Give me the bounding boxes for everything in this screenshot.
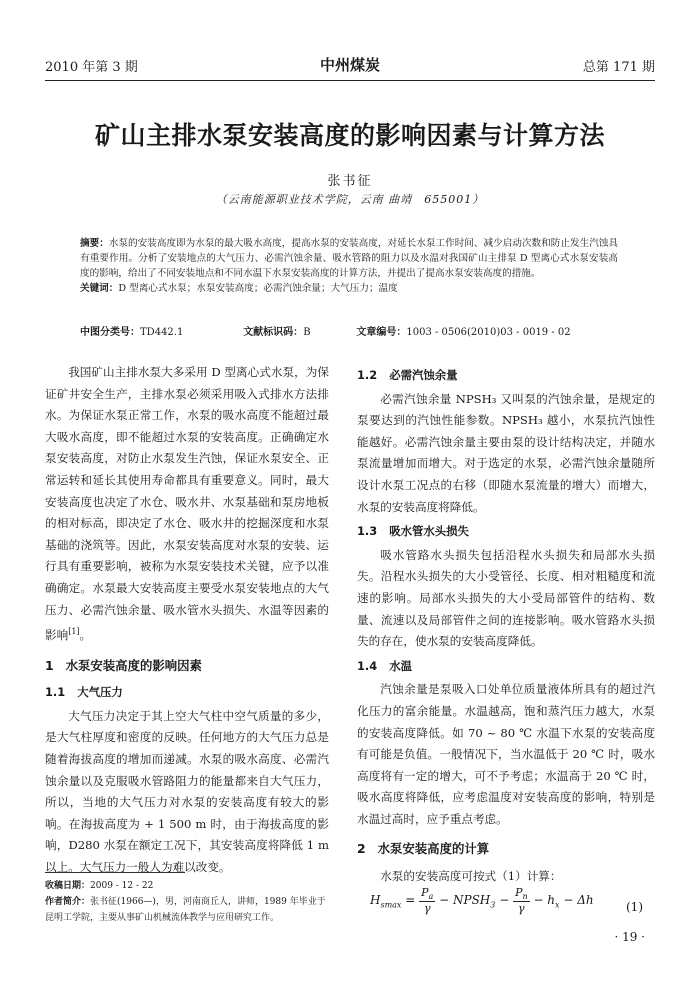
doc-code-value: B [303, 327, 311, 338]
article-no-value: 1003 - 0506(2010)03 - 0019 - 02 [406, 327, 571, 338]
keywords [80, 281, 618, 296]
numerator-sub: a [428, 892, 434, 902]
abstract-block [80, 236, 618, 296]
fraction-denominator: γ [518, 902, 525, 916]
left-column [45, 362, 329, 879]
serial-label: 总第 171 期 [582, 60, 655, 75]
formula-lhs-sub: smax [380, 900, 402, 910]
doc-code [243, 323, 353, 338]
section-number: 1.4 [357, 658, 378, 673]
section-title: 水温 [389, 658, 412, 673]
section-2-heading [357, 838, 655, 860]
received-date [45, 878, 329, 894]
fraction-numerator: P [421, 886, 429, 899]
numerator-sub: n [522, 892, 528, 902]
formula-minus: − [495, 893, 514, 908]
classification-row [80, 323, 618, 338]
section-1-2-heading [357, 365, 655, 387]
keywords-label: 关键词： [80, 283, 119, 294]
received-value: 2009 - 12 - 22 [90, 881, 154, 891]
abstract-text [80, 236, 618, 281]
author-bio [45, 894, 329, 926]
fraction-denominator: γ [423, 902, 431, 916]
journal-name: 中州煤炭 [319, 56, 380, 74]
equation-1 [370, 886, 655, 930]
equation-number: (1) [626, 900, 643, 914]
doc-code-label: 文献标识码： [243, 327, 304, 338]
author-affiliation: （云南能源职业技术学院，云南 曲靖 655001） [215, 193, 485, 206]
formula-hx-sub: x [555, 900, 560, 910]
section-title: 大气压力 [77, 685, 123, 700]
issue-label: 2010 年第 3 期 [45, 60, 138, 75]
formula-npsh-sub: 3 [490, 900, 496, 910]
article-no-label: 文章编号： [356, 327, 407, 338]
section-1-4-heading [357, 656, 655, 678]
clc-value: TD442.1 [140, 327, 184, 338]
running-header [45, 54, 655, 81]
formula-equals: = [401, 893, 420, 908]
footnote-divider [45, 872, 185, 873]
fraction-pn [513, 886, 530, 915]
section-title: 必需汽蚀余量 [389, 368, 458, 382]
fraction-pa [419, 886, 435, 915]
intro-text: 我国矿山主排水泵大多采用 D 型离心式水泵，为保证矿井安全生产，主排水泵必须采用吸入式排水方法排水。为保证水泵正常工作，水泵的吸水高度不能超过最大吸水高度，即不能超过水泵的安装高度。正确确定水泵安装高度，对防止水泵发生汽蚀，保证水泵安全、正常运转和延长其使用寿命都具有重要意义。同时，最大安装高度也决定了水仓、吸水井、水泵基础和泵房地板的相对标高，即决定了水仓、吸水井的挖掘深度和水泵基础的浇筑等。因此，水泵安装高度对水泵的安装、运行具有重要影响，被称为水泵安装技术关键，应予以准确确定。水泵最大安装高度主要受水泵安装地点的大气压力、必需汽蚀余量、吸水管水头损失、水温等因素的影响 [45, 365, 329, 642]
section-number: 2 [357, 841, 366, 857]
formula-npsh: − NPSH [435, 893, 491, 908]
section-1-3-heading [357, 521, 655, 543]
section-number: 1.1 [45, 685, 66, 700]
right-column [357, 362, 655, 888]
section-title: 水泵安装高度的影响因素 [65, 657, 202, 673]
abstract-body: 水泵的安装高度即为水泵的最大吸水高度，提高水泵的安装高度，对延长水泵工作时间、减少启动次数和防止发生汽蚀具有重要作用。分析了安装地点的大气压力、必需汽蚀余量、吸水管路的阻力以及水温对我国矿山主排泵 D 型离心式水泵安装高度的影响，给出了不同安装地点和不同水温下水泵安装高度的计算方法，并提出了提高水泵安装高度的措施。 [80, 238, 619, 279]
section-1-4-text: 汽蚀余量是泵吸入口处单位质量液体所具有的超过汽化压力的富余能量。水温越高，饱和蒸汽压力越大，水泵的安装高度降低。如 70 ~ 80 ℃ 水温下水泵的安装高度有可能是负值。一般情况下，当水温低于 20 ℃ 时，吸水高度将有一定的增大，可不予考虑；水温高于 20 ℃ 时，吸水高度将降低，应考虑温度对安装高度的影响，特别是水温过高时，应予重点考虑。 [357, 682, 655, 826]
formula-lhs: H [370, 893, 381, 908]
section-2-text: 水泵的安装高度可按式（1）计算： [380, 869, 562, 884]
article-number [356, 323, 570, 338]
section-title: 吸水管水头损失 [389, 524, 469, 539]
formula-hx: − h [529, 893, 556, 908]
section-1-3-text: 吸水管路水头损失包括沿程水头损失和局部水头损失。沿程水头损失的大小受管径、长度、相对粗糙度和流速的影响。局部水头损失的大小受局部管件的结构、数量、流速以及局部管件之间的连接影响。吸水管路水头损失的存在，使水泵的安装高度降低。 [357, 547, 655, 649]
received-label: 收稿日期： [45, 881, 91, 891]
fraction-numerator: P [515, 886, 523, 899]
section-1-1-text: 大气压力决定于其上空大气柱中空气质量的多少，是大气柱厚度和密度的反映。任何地方的大气压力总是随着海拔高度的增加而递减。水泵的吸水高度、必需汽蚀余量以及克服吸水管路阻力的能量都来自大气压力，所以，当地的大气压力对水泵的安装高度有较大的影响。在海拔高度为 + 1 500 m 时，由于海拔高度的影响，D280 水泵在额定工况下，其安装高度将降低 1 m 以上。大气压力一般人为难以改变。 [45, 708, 329, 874]
keywords-value: D 型离心式水泵；水泵安装高度；必需汽蚀余量；大气压力；温度 [118, 283, 398, 294]
intro-end: 。 [79, 627, 92, 642]
intro-paragraph [45, 362, 329, 647]
paper-title: 矿山主排水泵安装高度的影响因素与计算方法 [94, 121, 605, 150]
citation-ref: [1] [68, 627, 80, 637]
section-number: 1 [45, 657, 54, 673]
section-1-1-heading [45, 682, 329, 704]
author-bio-text: 张书征(1966—)，男，河南商丘人，讲师，1989 年毕业于昆明工学院，主要从事矿山机械流体教学与应用研究工作。 [45, 897, 326, 923]
abstract-label: 摘要： [80, 238, 109, 249]
footnote [45, 878, 329, 926]
clc-label: 中图分类号： [80, 327, 140, 338]
author-bio-label: 作者简介： [45, 897, 91, 907]
section-title: 水泵安装高度的计算 [377, 841, 490, 857]
section-1-heading [45, 655, 329, 677]
page-number: · 19 · [614, 930, 645, 944]
clc-number [80, 323, 240, 338]
author-name: 张书征 [327, 174, 373, 189]
section-1-2-text: 必需汽蚀余量 NPSH₃ 又叫泵的汽蚀余量，是规定的泵要达到的汽蚀性能参数。NPSH₃ 越小，水泵抗汽蚀性能越好。必需汽蚀余量主要由泵的设计结构决定，并随水泵流量增加而增大。对于选定的水泵，必需汽蚀余量随所设计水泵工况点的右移（即随水泵流量的增大）而增大，水泵的安装高度将降低。 [357, 391, 655, 514]
section-number: 1.2 [357, 368, 378, 382]
formula-delta-h: − Δh [559, 893, 594, 908]
section-number: 1.3 [357, 524, 378, 539]
